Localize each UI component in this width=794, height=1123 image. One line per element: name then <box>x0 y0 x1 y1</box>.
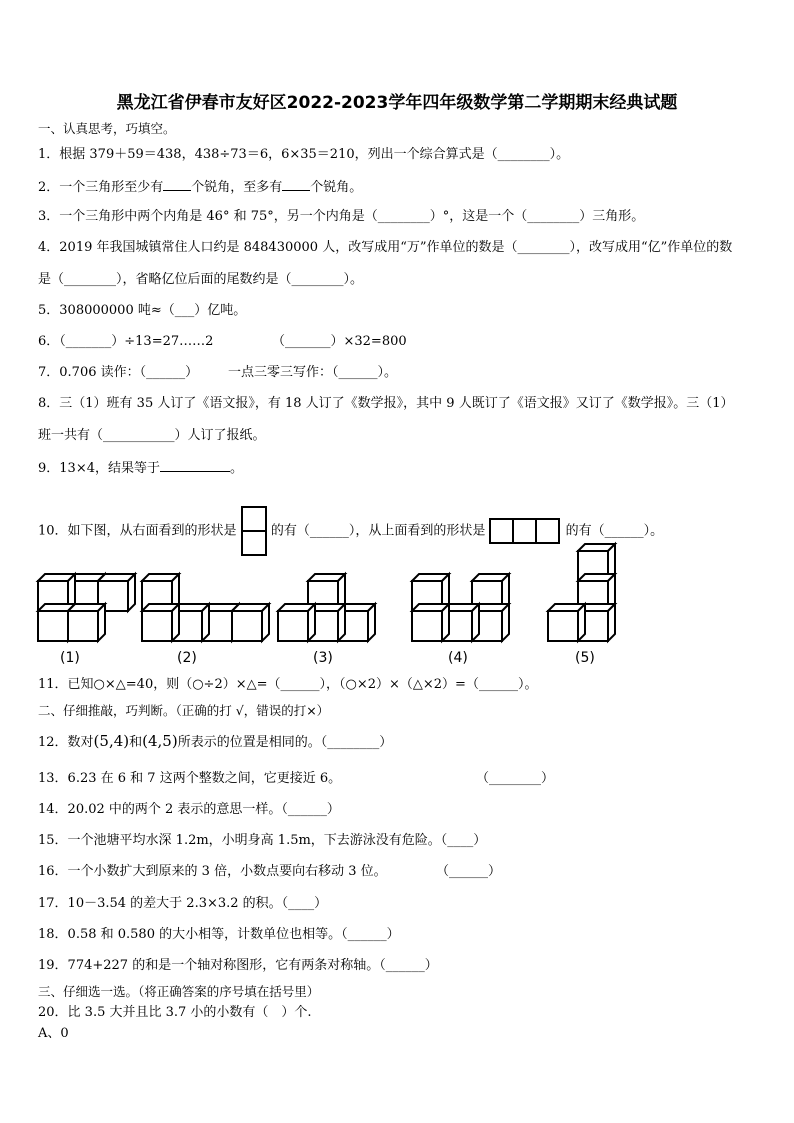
section-heading-2: 二、仔细推敲，巧判断。（正确的打 √，错误的打×） <box>38 703 330 718</box>
question-7-part-a: 7．0.706 读作：（______） <box>38 365 199 380</box>
question-4-line-1: 4．2019 年我国城镇常住人口约是 848430000 人，改写成用“万”作单位的数是（________），改写成用“亿”作单位的数 <box>38 240 733 255</box>
figure-label-2: (2) <box>177 650 197 666</box>
figure-4 <box>412 574 509 641</box>
question-17: 17．10－3.54 的差大于 2.3×3.2 的积。（____） <box>38 896 328 911</box>
question-10-text-c: 的有（______）。 <box>565 523 664 539</box>
answer-blank[interactable] <box>160 458 230 472</box>
question-5: 5．308000000 吨≈（___）亿吨。 <box>38 303 247 318</box>
coordinate-pair-1: (5,4) <box>93 732 130 750</box>
question-3: 3．一个三角形中两个内角是 46° 和 75°，另一个内角是（________）°，这是一个（________）三角形。 <box>38 209 645 224</box>
question-9 <box>38 458 243 478</box>
question-4-line-2: 是（________），省略亿位后面的尾数约是（________）。 <box>38 272 364 287</box>
question-20-option-a: A、0 <box>38 1026 69 1041</box>
question-16: 16．一个小数扩大到原来的 3 倍，小数点要向右移动 3 位。 <box>38 864 387 879</box>
question-12 <box>38 732 392 752</box>
answer-blank[interactable] <box>163 177 191 191</box>
section-heading-1: 一、认真思考，巧填空。 <box>38 121 176 136</box>
question-8-line-2: 班一共有（___________）人订了报纸。 <box>38 428 266 443</box>
question-8-line-1: 8．三（1）班有 35 人订了《语文报》，有 18 人订了《数学报》，其中 9 人既订了《语文报》又订了《数学报》。三（1） <box>38 396 734 411</box>
figure-1 <box>38 574 135 641</box>
figure-label-3: (3) <box>313 650 333 666</box>
section-heading-3: 三、仔细选一选。（将正确答案的序号填在括号里） <box>38 984 320 999</box>
question-12-text-a: 12．数对 <box>38 735 94 750</box>
cube-figures-drawing <box>30 538 770 670</box>
question-2 <box>38 177 362 197</box>
question-2-text-b: 个锐角，至多有 <box>191 180 283 195</box>
figure-label-1: (1) <box>60 650 80 666</box>
question-9-end: 。 <box>229 461 243 476</box>
question-19: 19．774+227 的和是一个轴对称图形，它有两条对称轴。（______） <box>38 958 438 973</box>
question-20: 20．比 3.5 大并且比 3.7 小的小数有（ ）个. <box>38 1005 312 1020</box>
question-1: 1．根据 379＋59＝438，438÷73＝6，6×35＝210，列出一个综合算式是（________）。 <box>38 147 570 162</box>
question-7-part-b: 一点三零三写作：（______）。 <box>228 365 398 380</box>
figure-5 <box>548 544 615 641</box>
question-15: 15．一个池塘平均水深 1.2m，小明身高 1.5m，下去游泳没有危险。（____） <box>38 833 487 848</box>
question-18: 18．0.58 和 0.580 的大小相等，计数单位也相等。（______） <box>38 927 400 942</box>
page-title: 黑龙江省伊春市友好区2022-2023学年四年级数学第二学期期末经典试题 <box>116 93 678 113</box>
question-12-mid: 和 <box>129 735 143 750</box>
figure-label-5: (5) <box>575 650 595 666</box>
question-2-text-a: 2．一个三角形至少有 <box>38 180 164 195</box>
answer-blank[interactable] <box>282 177 310 191</box>
question-14: 14．20.02 中的两个 2 表示的意思一样。（______） <box>38 802 340 817</box>
question-16-answer: （______） <box>436 864 502 879</box>
question-13: 13．6.23 在 6 和 7 这两个整数之间，它更接近 6。 <box>38 771 342 786</box>
question-10-text-a: 10．如下图，从右面看到的形状是 <box>38 523 237 539</box>
question-10-text-b: 的有（______），从上面看到的形状是 <box>270 523 486 539</box>
coordinate-pair-2: (4,5) <box>142 732 178 750</box>
question-6-part-b: （_______）×32=800 <box>272 334 407 349</box>
question-12-text-b: 所表示的位置是相同的。（________） <box>177 735 393 750</box>
figure-label-4: (4) <box>448 650 468 666</box>
question-2-text-c: 个锐角。 <box>310 180 363 195</box>
question-6-part-a: 6．（_______）÷13=27……2 <box>38 334 214 349</box>
question-9-text: 9．13×4，结果等于 <box>38 461 160 476</box>
figure-2 <box>142 574 269 641</box>
question-13-answer: （________） <box>476 771 555 786</box>
figure-3 <box>278 574 375 641</box>
question-11: 11．已知○×△=40，则（○÷2）×△=（______），（○×2）×（△×2）=（______）。 <box>38 677 538 692</box>
